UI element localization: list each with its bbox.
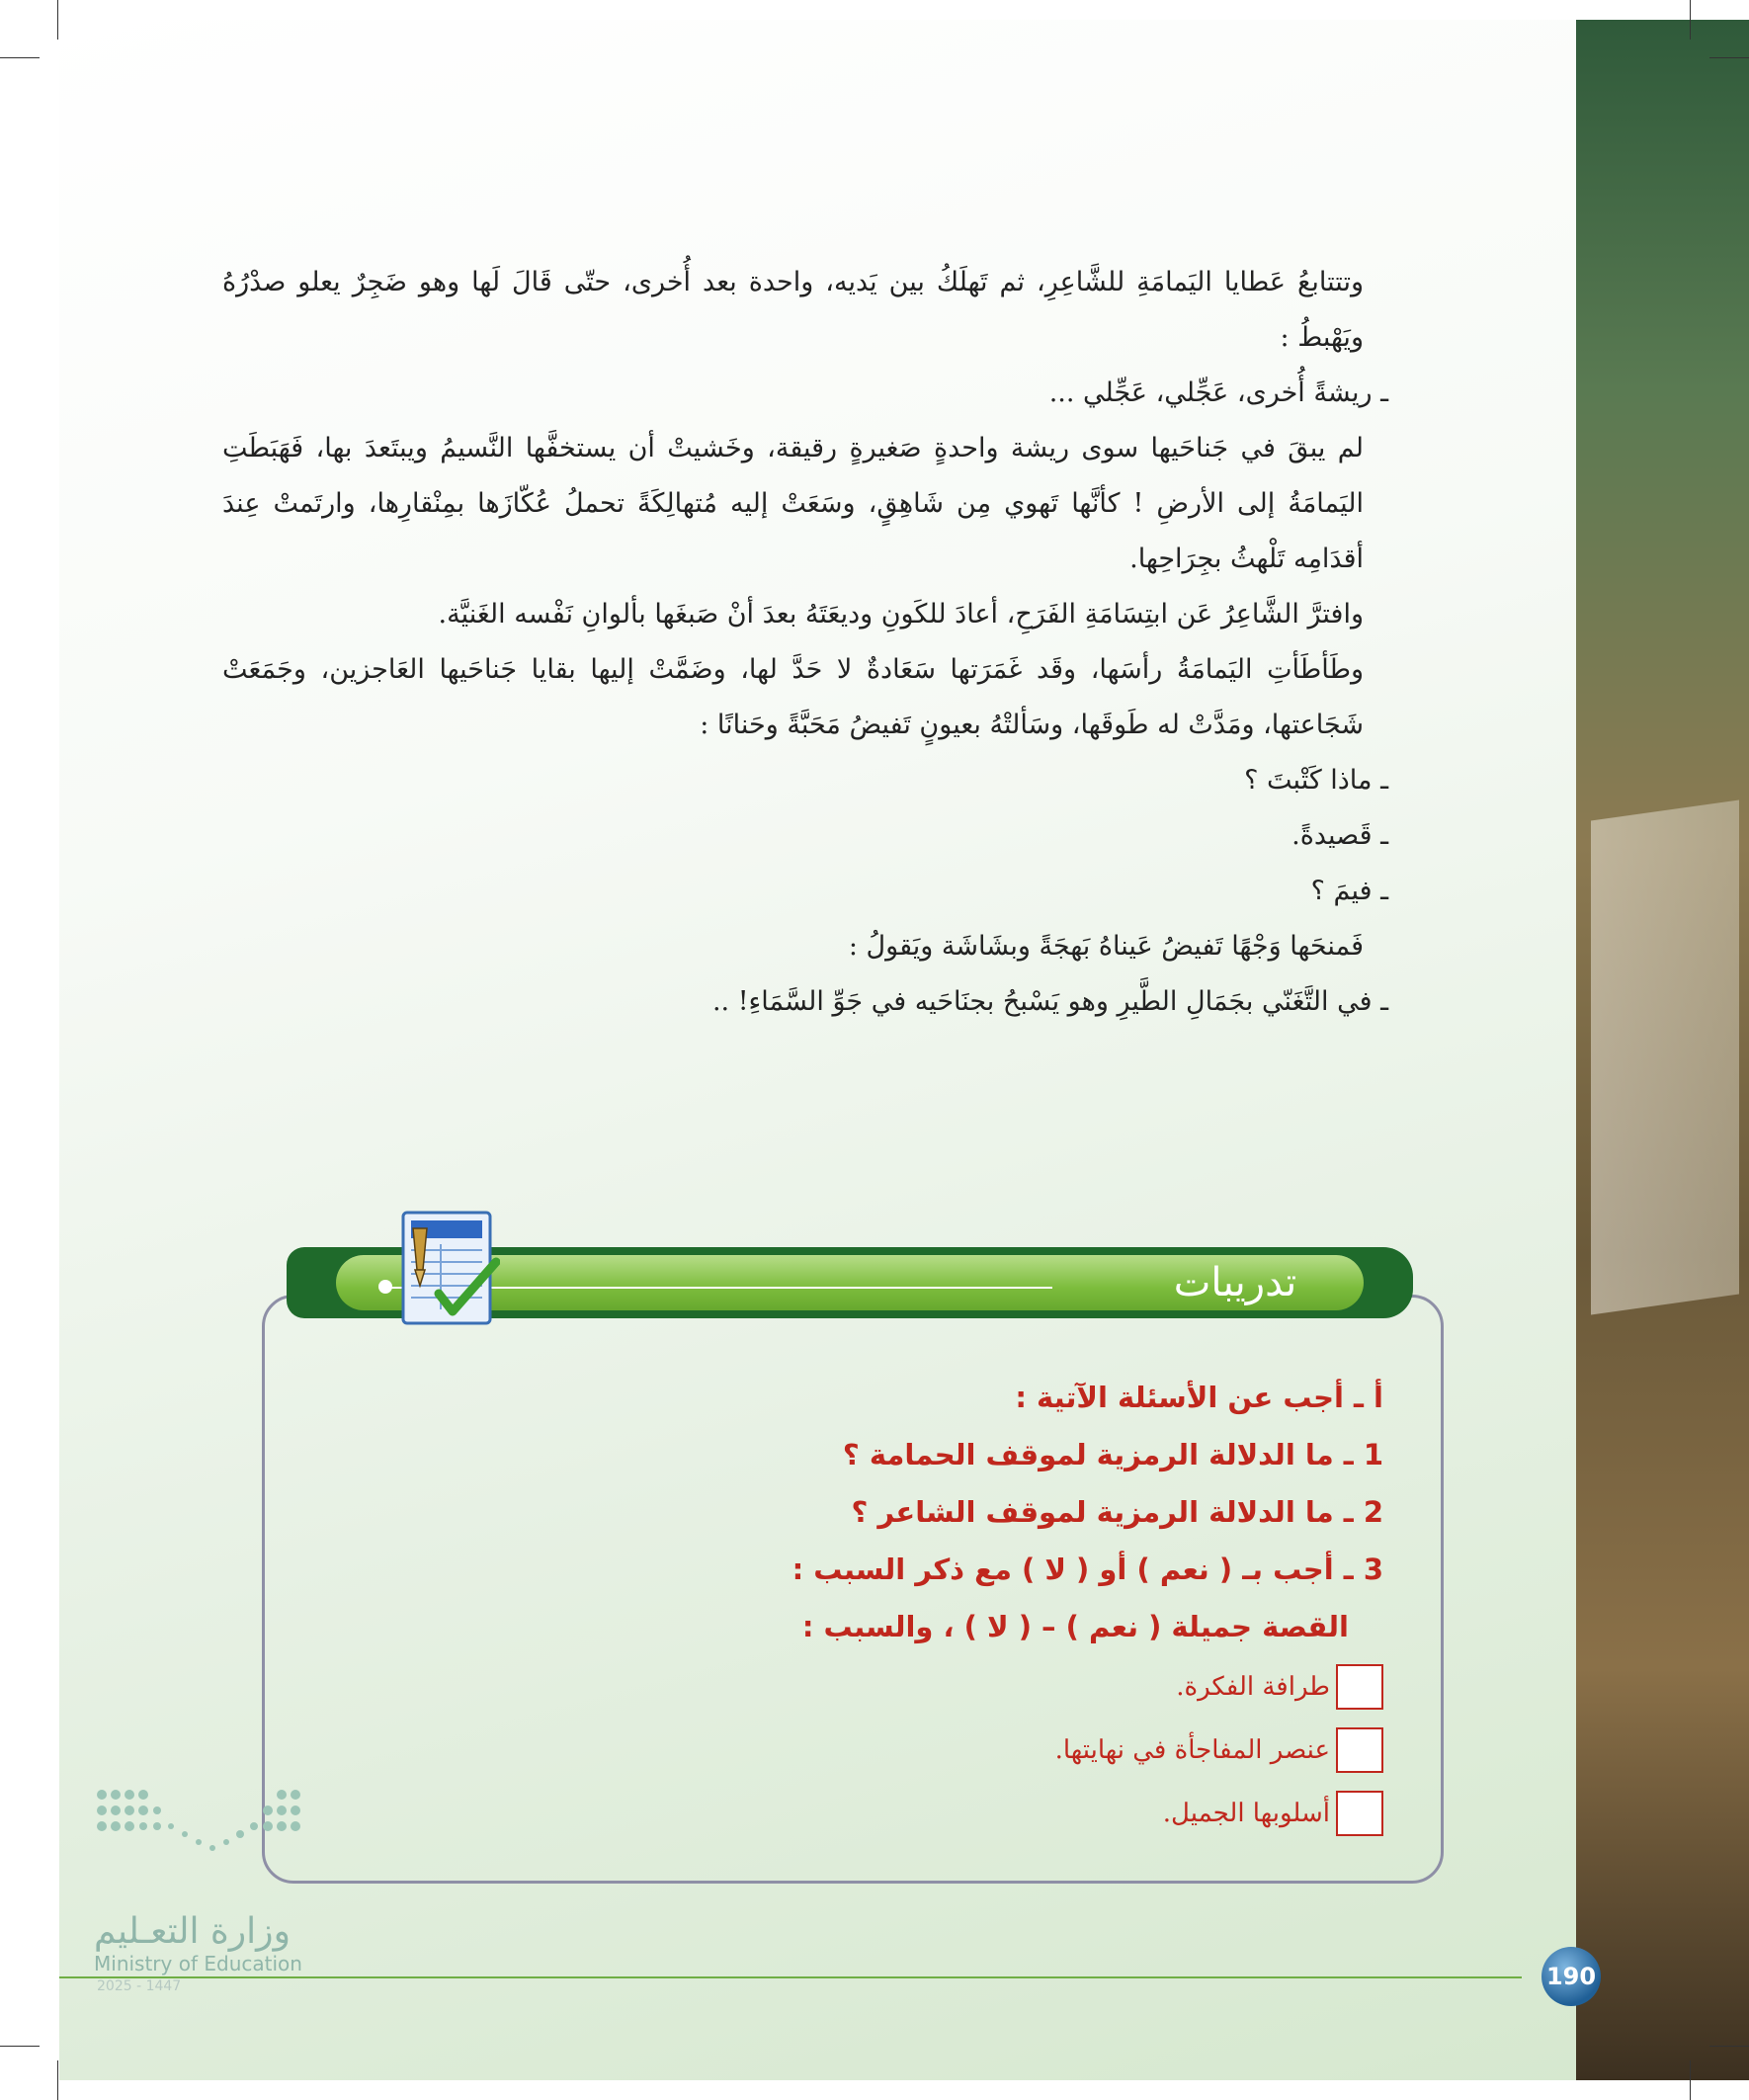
story-dialog-line: ـ في التَّغَنّي بجَمَالِ الطَّيرِ وهو يَسْبحُ بجنَاحَيه في جَوِّ السَّمَاءِ! .. bbox=[711, 986, 1388, 1017]
exercise-instruction: أ ـ أجب عن الأسئلة الآتية : bbox=[1015, 1381, 1383, 1414]
crop-mark bbox=[1690, 2060, 1691, 2100]
story-paragraph: فَمنحَها وَجْهًا تَفيضُ عَيناهُ بَهجَةً وبشَاشَة ويَقولُ : bbox=[848, 931, 1364, 962]
option-checkbox[interactable] bbox=[1336, 1727, 1383, 1773]
exercise-questions bbox=[287, 1369, 1383, 1845]
crop-mark bbox=[1709, 57, 1749, 58]
crop-mark bbox=[57, 2060, 58, 2100]
ribbon-dot bbox=[378, 1280, 392, 1294]
story-dialog-line: ـ ريشةً أُخرى، عَجِّلي، عَجِّلي ... bbox=[1048, 378, 1388, 408]
newspaper-decoration bbox=[1591, 799, 1739, 1314]
story-paragraph: وطَأطَأتِ اليَمامَةُ رأسَها، وقَد غَمَرَتها سَعَادةٌ لا حَدَّ لها، وضَمَّتْ إليها بقايا جَناحَيها العَاجزين، وجَمَعَتْ شَجَاعتها، ومَدَّتْ له طَوقَها، وسَألتْهُ بعيونٍ تَفيضُ مَحَبَّةً وحَنانًا : bbox=[222, 654, 1364, 740]
crop-mark bbox=[0, 2046, 40, 2047]
ministry-name-english: Ministry of Education bbox=[94, 1952, 302, 1975]
question-1: 1 ـ ما الدلالة الرمزية لموقف الحمامة ؟ bbox=[842, 1438, 1383, 1471]
crop-mark bbox=[0, 57, 40, 58]
story-paragraph: لم يبقَ في جَناحَيها سوى ريشة واحدةٍ صَغيرةٍ رقيقة، وخَشيتْ أن يستخفَّها النَّسيمُ ويبتَعدَ بها، فَهَبَطَتِ اليَمامَةُ إلى الأرضِ ! كأنَّها تَهوي مِن شَاهِقٍ، وسَعَتْ إليه مُتهالِكَةً تحملُ عُكّازَها بمِنْقارِها، وارتَمتْ عِندَ أقدَامِه تَلْهثُ بجِرَاحِها. bbox=[222, 433, 1364, 574]
ministry-logo-icon bbox=[94, 1787, 311, 1858]
story-dialog-line: ـ فيمَ ؟ bbox=[1310, 876, 1388, 906]
option-checkbox[interactable] bbox=[1336, 1664, 1383, 1710]
story-dialog-line: ـ ماذا كَتْبتَ ؟ bbox=[1244, 765, 1388, 796]
option-label: عنصر المفاجأة في نهايتها. bbox=[1054, 1735, 1330, 1765]
exercise-title: تدريبات bbox=[1173, 1260, 1297, 1305]
page-number-badge: 190 bbox=[1541, 1947, 1601, 2006]
option-label: أسلوبها الجميل. bbox=[1162, 1799, 1330, 1828]
question-3: 3 ـ أجب بـ ( نعم ) أو ( لا ) مع ذكر السبب : bbox=[791, 1553, 1383, 1586]
option-row bbox=[287, 1719, 1383, 1782]
crop-mark bbox=[1690, 0, 1691, 40]
story-paragraph: وتتتابعُ عَطايا اليَمامَةِ للشَّاعِرِ، ثم تَهلَكُ بين يَديه، واحدة بعد أُخرى، حتّى قَالَ لَها وهو ضَجِرٌ يعلو صدْرُهُ ويَهْبطُ : bbox=[222, 267, 1364, 353]
question-3-statement: القصة جميلة ( نعم ) – ( لا ) ، والسبب : bbox=[801, 1610, 1349, 1643]
option-row bbox=[287, 1655, 1383, 1719]
ministry-name-arabic: وزارة التعـليم bbox=[94, 1911, 291, 1952]
option-checkbox[interactable] bbox=[1336, 1791, 1383, 1836]
footer-line bbox=[59, 1976, 1522, 1978]
question-2: 2 ـ ما الدلالة الرمزية لموقف الشاعر ؟ bbox=[851, 1495, 1383, 1529]
story-paragraph: وافترَّ الشَّاعِرُ عَن ابتِسَامَةِ الفَرَحِ، أعادَ للكَونِ وديعَتَهُ بعدَ أنْ صَبغَها بألوانِ نَفْسه الغَنيَّة. bbox=[438, 599, 1364, 630]
crop-mark bbox=[57, 0, 58, 40]
option-label: طرافة الفكرة. bbox=[1176, 1672, 1330, 1702]
story-text bbox=[222, 255, 1433, 1030]
option-row bbox=[287, 1782, 1383, 1845]
crop-mark bbox=[1709, 2046, 1749, 2047]
edition-year: 2025 - 1447 bbox=[97, 1978, 182, 1994]
document-pen-check-icon bbox=[401, 1211, 500, 1329]
story-dialog-line: ـ قَصيدةً. bbox=[1291, 820, 1388, 851]
